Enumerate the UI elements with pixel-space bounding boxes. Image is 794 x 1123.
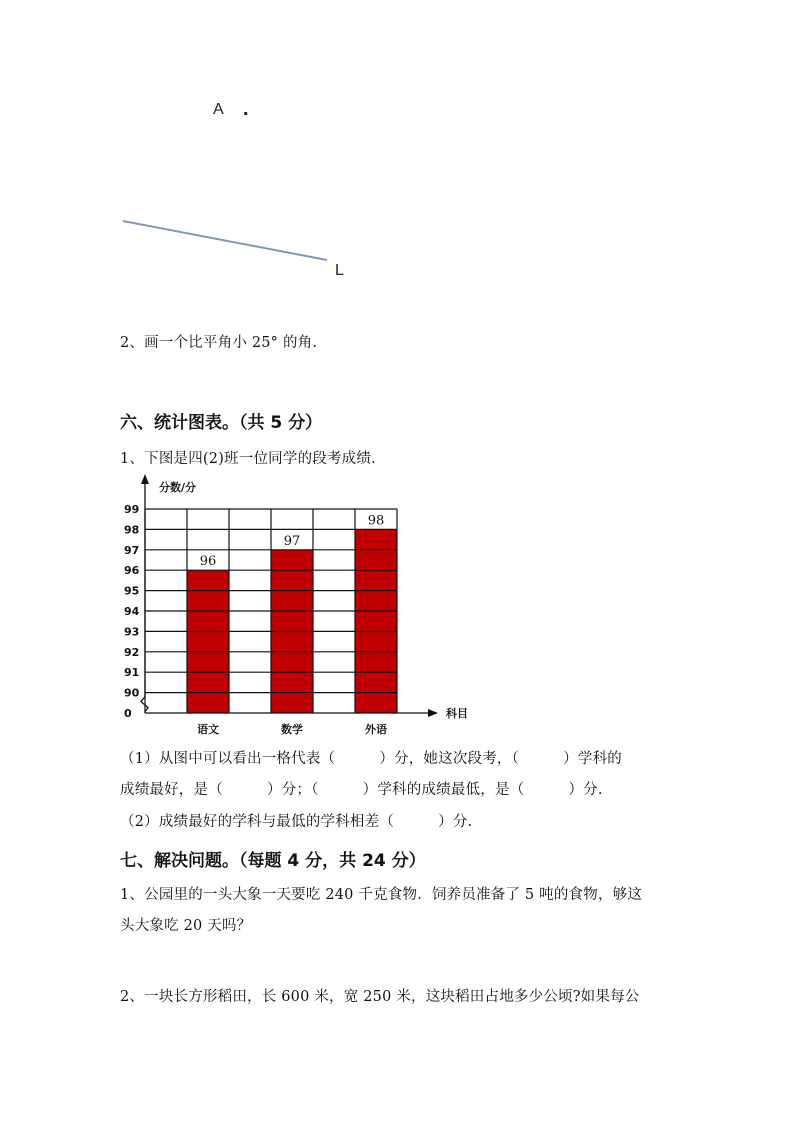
section-7-q1-line2: 头大象吃 20 天吗？ <box>120 918 252 934</box>
section-6-heading: 六、统计图表。（共 5 分） <box>120 413 323 433</box>
category-label: 语文 <box>197 723 219 736</box>
section-6-q2: （2）成绩最好的学科与最低的学科相差（ ）分. <box>120 814 473 830</box>
x-axis-title: 科目 <box>446 707 468 720</box>
score-bar-chart <box>110 472 490 742</box>
y-axis-arrow <box>141 474 149 484</box>
line-l <box>0 0 794 300</box>
question-5-2: 2、画一个比平角小 25° 的角. <box>120 335 318 351</box>
category-label: 数学 <box>281 723 303 736</box>
y-tick-label: 91 <box>124 666 140 680</box>
y-tick-label: 98 <box>124 523 140 537</box>
section-6-q1-line2: 成绩最好，是（ ）分；（ ）学科的成绩最低，是（ ）分. <box>120 782 603 798</box>
y-tick-label: 92 <box>124 645 140 659</box>
y-tick-label: 96 <box>124 564 140 578</box>
y-tick-label: 99 <box>124 503 140 516</box>
bar-value-label: 96 <box>199 554 217 570</box>
section-6-q1-intro: 1、下图是四(2)班一位同学的段考成绩. <box>120 451 376 467</box>
y-tick-label: 97 <box>124 543 140 557</box>
point-a-label: A <box>213 101 224 118</box>
y-tick-label: 95 <box>124 584 140 598</box>
bar-1 <box>187 570 229 713</box>
section-7-q1-line1: 1、公园里的一头大象一天要吃 240 千克食物．饲养员准备了 5 吨的食物，够这 <box>120 887 643 903</box>
x-axis-arrow <box>428 709 438 717</box>
bar-value-label: 97 <box>283 533 301 549</box>
bar-3 <box>355 529 397 713</box>
y-tick-label: 0 <box>124 707 132 720</box>
point-a-dot: . <box>243 98 249 120</box>
y-tick-label: 93 <box>124 625 140 639</box>
section-7-q2-line1: 2、一块长方形稻田，长 600 米，宽 250 米，这块稻田占地多少公顷?如果每公 <box>120 989 640 1005</box>
category-label: 外语 <box>365 723 387 736</box>
y-axis-title: 分数/分 <box>159 481 197 494</box>
y-tick-label: 90 <box>124 686 140 700</box>
y-tick-label: 94 <box>124 605 140 618</box>
line-l-label: L <box>335 262 344 279</box>
section-6-q1-line1: （1）从图中可以看出一格代表（ ）分，她这次段考，（ ）学科的 <box>120 751 622 767</box>
section-7-heading: 七、解决问题。（每题 4 分，共 24 分） <box>120 851 426 871</box>
bar-value-label: 98 <box>367 513 385 529</box>
